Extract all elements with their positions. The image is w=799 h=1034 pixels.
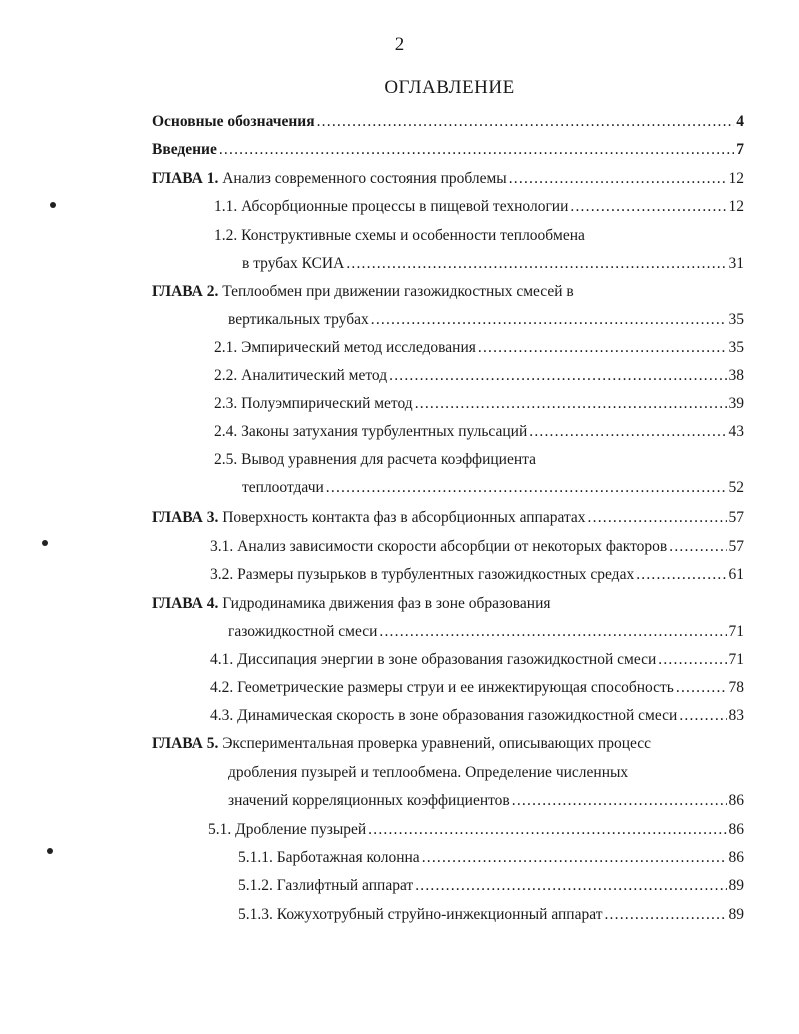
- toc-entry-label: 1.2. Конструктивные схемы и особенности теплообмена: [214, 227, 585, 244]
- toc-chapter-entry: [152, 732, 744, 756]
- chapter-number: ГЛАВА 3.: [152, 509, 219, 526]
- toc-entry-label: вертикальных трубах: [228, 311, 369, 328]
- toc-leader-dots: [389, 364, 726, 388]
- toc-entry-page: 31: [728, 255, 744, 272]
- toc-entry-page: 12: [728, 198, 744, 215]
- toc-entry-continued: [228, 308, 744, 332]
- toc-chapter-entry: [152, 167, 744, 191]
- toc-entry-page: 71: [728, 623, 744, 640]
- chapter-title: Поверхность контакта фаз в абсорбционных аппаратах: [222, 509, 586, 526]
- toc-entry: [152, 110, 744, 134]
- scan-speck: [50, 202, 56, 208]
- toc-entry-page: 86: [728, 792, 744, 809]
- toc-entry: [238, 874, 744, 898]
- scan-speck: [42, 540, 48, 546]
- toc-entry-label: 3.1. Анализ зависимости скорости абсорбции от некоторых факторов: [210, 538, 668, 555]
- toc-entry-page: 35: [728, 339, 744, 356]
- toc-entry-label: в трубах КСИА: [242, 255, 345, 272]
- toc-leader-dots: [669, 535, 726, 559]
- toc-entry: [214, 364, 744, 388]
- toc-entry-label: 5.1. Дробление пузырей: [208, 821, 367, 838]
- toc-entry: [214, 224, 744, 248]
- toc-entry-page: 12: [728, 170, 744, 187]
- toc-entry-page: 52: [728, 479, 744, 496]
- toc-entry-label: Основные обозначения: [152, 113, 315, 130]
- toc-leader-dots: [604, 903, 726, 927]
- toc-entry-page: 78: [728, 679, 744, 696]
- toc-leader-dots: [679, 704, 726, 728]
- toc-entry-continued: [242, 476, 744, 500]
- toc-entry-label: 5.1.2. Газлифтный аппарат: [238, 877, 414, 894]
- toc-leader-dots: [676, 676, 727, 700]
- scan-speck: [47, 848, 53, 854]
- toc-entry-page: 4: [736, 113, 744, 130]
- toc-leader-dots: [415, 392, 727, 416]
- toc-leader-dots: [346, 252, 726, 276]
- toc-leader-dots: [422, 846, 727, 870]
- toc-entry-page: 86: [728, 821, 744, 838]
- toc-entry: [152, 138, 744, 162]
- toc-leader-dots: [368, 818, 726, 842]
- toc-heading: ОГЛАВЛЕНИЕ: [384, 77, 515, 98]
- toc-leader-dots: [415, 874, 726, 898]
- chapter-number: ГЛАВА 1.: [152, 170, 219, 187]
- toc-entry: [210, 535, 744, 559]
- toc-entry-label: газожидкостной смеси: [228, 623, 378, 640]
- chapter-number: ГЛАВА 2.: [152, 283, 219, 300]
- toc-entry: [210, 648, 744, 672]
- toc-entry-page: 43: [728, 423, 744, 440]
- toc-entry-continued: [228, 761, 744, 785]
- toc-entry-label: [152, 167, 507, 191]
- toc-entry: [214, 392, 744, 416]
- toc-entry-label: 4.2. Геометрические размеры струи и ее инжектирующая способность: [210, 679, 674, 696]
- toc-entry-continued: [228, 789, 744, 813]
- toc-entry-page: 89: [728, 877, 744, 894]
- toc-leader-dots: [636, 563, 726, 587]
- toc-entry-label: 2.4. Законы затухания турбулентных пульсаций: [214, 423, 528, 440]
- toc-entry-page: 71: [728, 651, 744, 668]
- toc-leader-dots: [588, 506, 727, 530]
- toc-entry-label: 5.1.1. Барботажная колонна: [238, 849, 420, 866]
- toc-entry: [210, 563, 744, 587]
- toc-leader-dots: [658, 648, 726, 672]
- toc-entry-page: 89: [728, 906, 744, 923]
- toc-leader-dots: [478, 336, 727, 360]
- toc-entry-page: 7: [736, 141, 744, 158]
- toc-entry-label: 2.5. Вывод уравнения для расчета коэффициента: [214, 451, 536, 468]
- chapter-number: ГЛАВА 4.: [152, 595, 219, 612]
- toc-entry: [214, 336, 744, 360]
- toc-entry-page: 57: [728, 538, 744, 555]
- toc-entry: [208, 818, 744, 842]
- toc-entry-page: 86: [728, 849, 744, 866]
- toc-entry-continued: [242, 252, 744, 276]
- toc-leader-dots: [317, 110, 735, 134]
- toc-entry: [214, 448, 744, 472]
- toc-entry-page: 61: [728, 566, 744, 583]
- toc-entry-page: 38: [728, 367, 744, 384]
- chapter-title: Анализ современного состояния проблемы: [222, 170, 507, 187]
- toc-entry: [210, 704, 744, 728]
- chapter-title: Теплообмен при движении газожидкостных смесей в: [222, 283, 574, 300]
- toc-entry: [210, 676, 744, 700]
- toc-entry-label: 5.1.3. Кожухотрубный струйно-инжекционный аппарат: [238, 906, 603, 923]
- toc-entry-label: 4.3. Динамическая скорость в зоне образования газожидкостной смеси: [210, 707, 678, 724]
- toc-entry-label: Введение: [152, 141, 217, 158]
- toc-entry: [214, 195, 744, 219]
- toc-entry-label: 4.1. Диссипация энергии в зоне образования газожидкостной смеси: [210, 651, 657, 668]
- toc-entry-label: 2.2. Аналитический метод: [214, 367, 388, 384]
- toc-entry-label: теплоотдачи: [242, 479, 324, 496]
- chapter-title: Экспериментальная проверка уравнений, описывающих процесс: [222, 735, 652, 752]
- toc-entry-label: значений корреляционных коэффициентов: [228, 792, 510, 809]
- toc-entry-label: 2.1. Эмпирический метод исследования: [214, 339, 476, 356]
- toc-entry: [238, 903, 744, 927]
- toc-leader-dots: [326, 476, 727, 500]
- toc-entry-label: 1.1. Абсорбционные процессы в пищевой технологии: [214, 198, 569, 215]
- chapter-title: Гидродинамика движения фаз в зоне образования: [222, 595, 551, 612]
- chapter-number: ГЛАВА 5.: [152, 735, 219, 752]
- toc-entry-page: 39: [728, 395, 744, 412]
- toc-leader-dots: [512, 789, 727, 813]
- page-number: 2: [394, 34, 405, 55]
- toc-entry: [238, 846, 744, 870]
- toc-chapter-entry: [152, 592, 744, 616]
- toc-entry-label: дробления пузырей и теплообмена. Определение численных: [228, 764, 629, 781]
- toc-entry-label: 3.2. Размеры пузырьков в турбулентных газожидкостных средах: [210, 566, 635, 583]
- toc-entry-page: 35: [728, 311, 744, 328]
- toc-entry-page: 83: [728, 707, 744, 724]
- toc-leader-dots: [371, 308, 727, 332]
- toc-entry-label: [152, 506, 586, 530]
- toc-chapter-entry: [152, 280, 744, 304]
- toc-entry: [214, 420, 744, 444]
- toc-entry-page: 57: [728, 509, 744, 526]
- toc-entry-label: 2.3. Полуэмпирический метод: [214, 395, 413, 412]
- toc-chapter-entry: [152, 506, 744, 530]
- toc-leader-dots: [509, 167, 727, 191]
- toc-leader-dots: [570, 195, 726, 219]
- toc-leader-dots: [529, 420, 726, 444]
- toc-entry-continued: [228, 620, 744, 644]
- toc-leader-dots: [379, 620, 726, 644]
- toc-leader-dots: [219, 138, 734, 162]
